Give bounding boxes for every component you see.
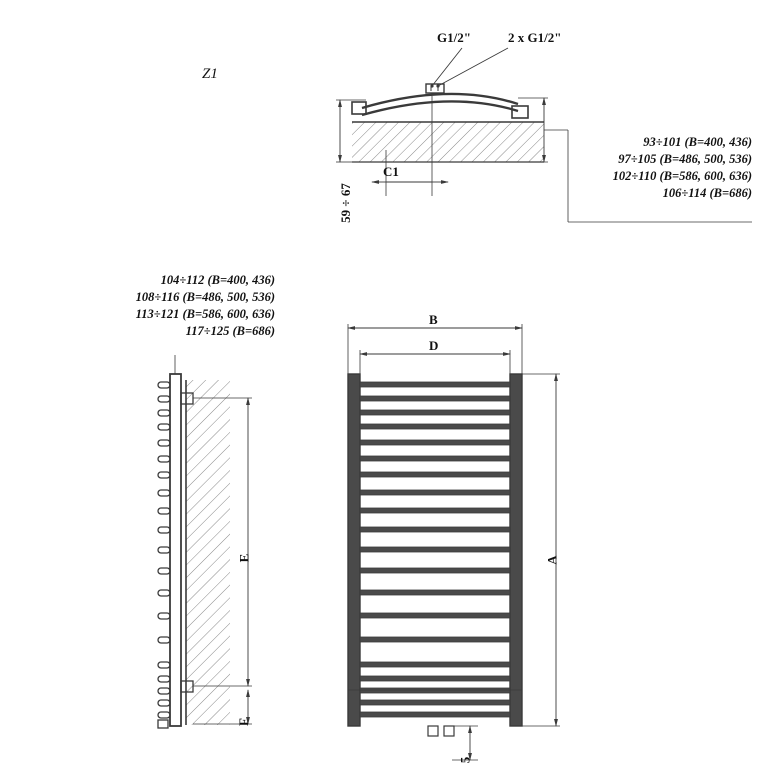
callout-g12-right: 2 x G1/2"	[508, 30, 562, 45]
dimension-d: D	[429, 338, 439, 353]
callout-g12-left: G1/2"	[437, 30, 471, 45]
top-note-1: 97÷105 (B=486, 500, 536)	[618, 152, 752, 166]
dimension-c1: C1	[383, 164, 399, 179]
side-note-1: 108÷116 (B=486, 500, 536)	[135, 290, 275, 304]
dimension-a: A	[544, 555, 560, 565]
front-view-group	[348, 324, 560, 760]
dimension-5: 5	[457, 756, 473, 764]
top-note-3: 106÷114 (B=686)	[662, 186, 752, 200]
dimension-depth-59-67: 59 ÷ 67	[337, 183, 353, 223]
drawing-title: Z1	[202, 66, 218, 82]
side-note-2: 113÷121 (B=586, 600, 636)	[135, 307, 275, 321]
side-note-0: 104÷112 (B=400, 436)	[160, 273, 275, 287]
top-view-notes	[613, 134, 752, 202]
dimension-e: E	[236, 553, 252, 563]
dimension-b: B	[429, 312, 438, 327]
top-note-2: 102÷110 (B=586, 600, 636)	[612, 169, 752, 183]
dimension-f: F	[235, 718, 251, 726]
side-note-3: 117÷125 (B=686)	[185, 324, 275, 338]
side-view-group	[158, 355, 252, 728]
top-note-0: 93÷101 (B=400, 436)	[643, 135, 752, 149]
side-view-notes	[20, 272, 275, 340]
